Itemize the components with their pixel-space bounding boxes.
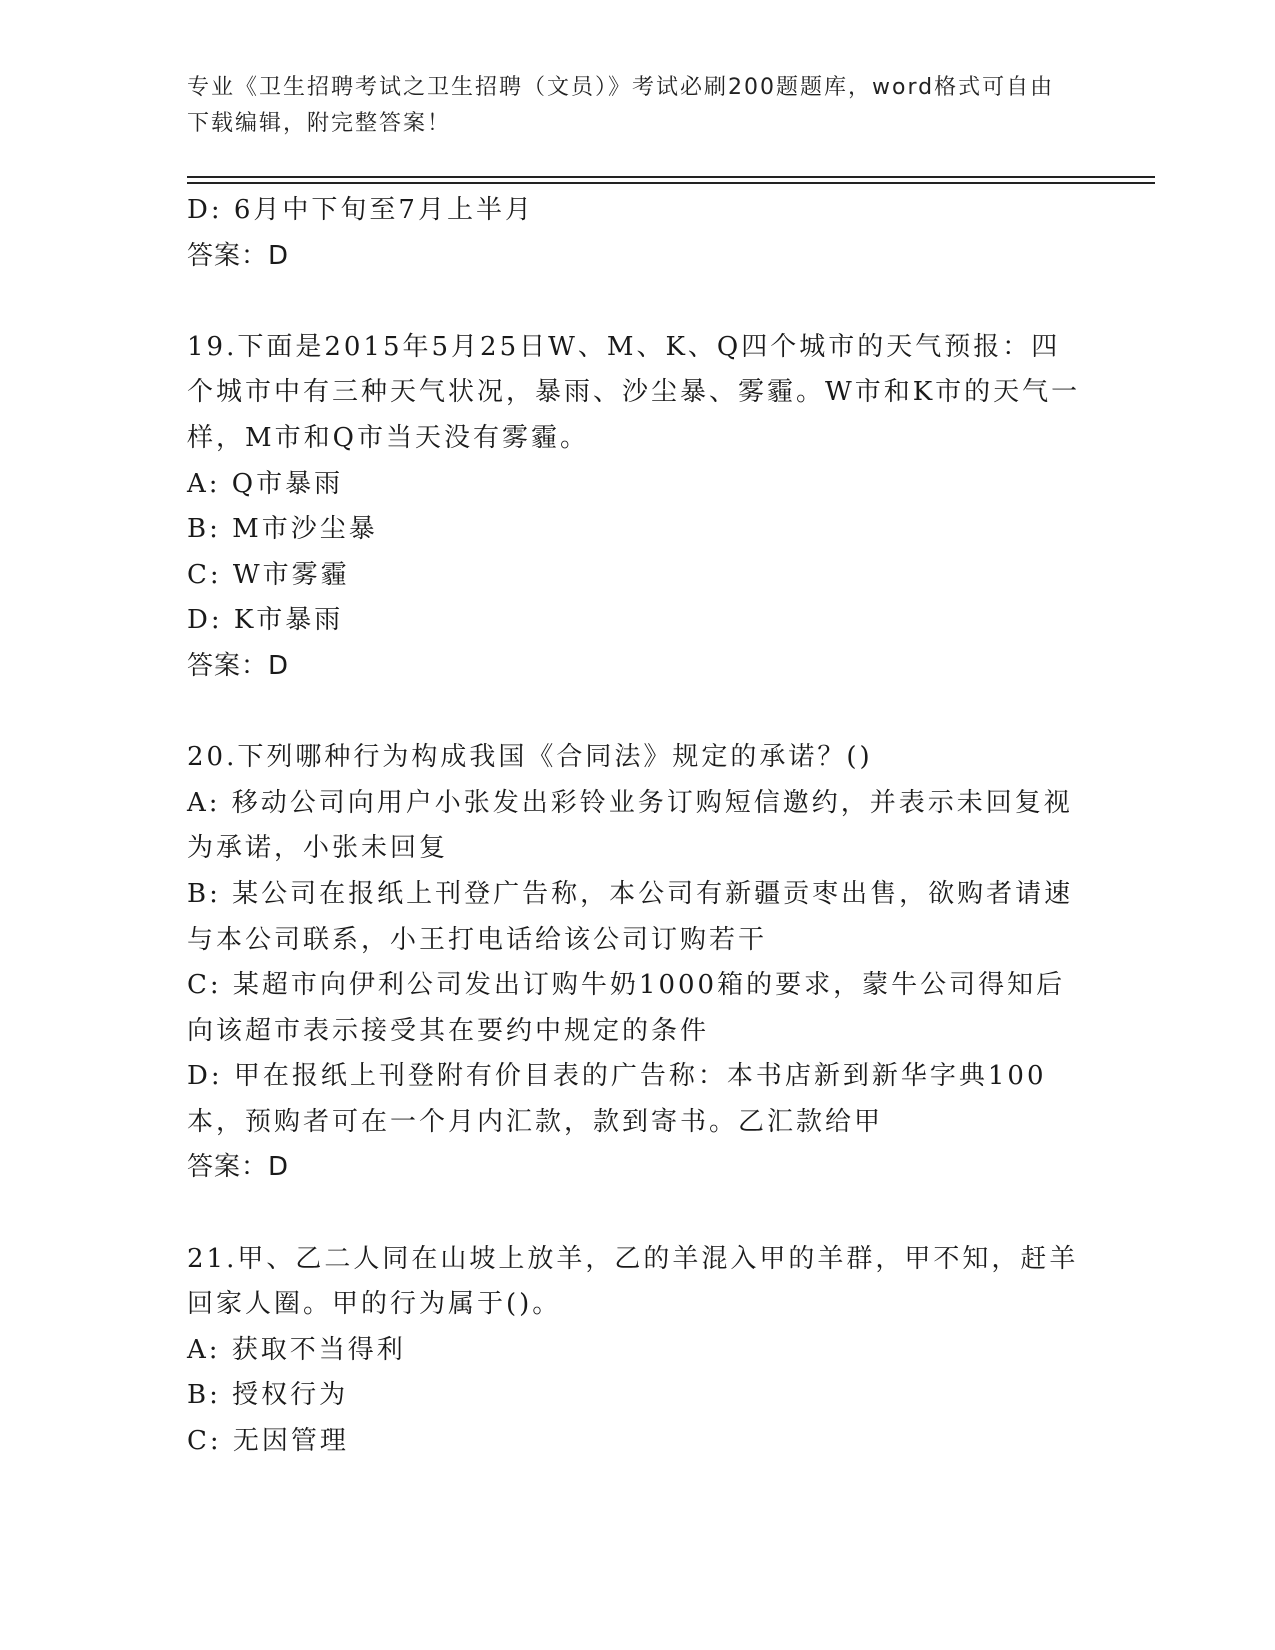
q19-option-b: B: M市沙尘暴 [187, 514, 378, 545]
q19-option-d: D: K市暴雨 [187, 605, 344, 636]
q19-option-a: A: Q市暴雨 [187, 468, 344, 499]
spacer [187, 690, 1087, 736]
q20-answer: 答案：D [187, 1152, 290, 1183]
q21-stem: 21.甲、乙二人同在山坡上放羊，乙的羊混入甲的羊群，甲不知，赶羊回家人圈。甲的行为属于()。 [187, 1243, 1079, 1320]
spacer [187, 279, 1087, 325]
question-content [187, 188, 1087, 1465]
q21-option-b: B: 授权行为 [187, 1380, 349, 1411]
spacer [187, 1191, 1087, 1237]
q18-answer: 答案：D [187, 240, 290, 271]
q19-answer: 答案：D [187, 650, 290, 681]
q20-stem: 20.下列哪种行为构成我国《合同法》规定的承诺？() [187, 742, 873, 773]
q20-option-a: A: 移动公司向用户小张发出彩铃业务订购短信邀约，并表示未回复视为承诺，小张未回复 [187, 787, 1073, 864]
q18-option-d: D: 6月中下旬至7月上半月 [187, 195, 534, 225]
header-divider-top [187, 176, 1155, 178]
q20-option-d: D: 甲在报纸上刊登附有价目表的广告称：本书店新到新华字典100本，预购者可在一个月内汇款，款到寄书。乙汇款给甲 [187, 1061, 1047, 1137]
q21-option-c: C: 无因管理 [187, 1426, 349, 1457]
document-header: 专业《卫生招聘考试之卫生招聘（文员）》考试必刷200题题库，word格式可自由下载编辑，附完整答案！ [187, 75, 1055, 136]
q19-option-c: C: W市雾霾 [187, 559, 350, 590]
q19-stem: 19.下面是2015年5月25日W、M、K、Q四个城市的天气预报：四个城市中有三种天气状况，暴雨、沙尘暴、雾霾。W市和K市的天气一样，M市和Q市当天没有雾霾。 [187, 331, 1081, 453]
q20-option-b: B: 某公司在报纸上刊登广告称，本公司有新疆贡枣出售，欲购者请速与本公司联系，小王打电话给该公司订购若干 [187, 878, 1074, 955]
q21-option-a: A: 获取不当得利 [187, 1334, 406, 1365]
q20-option-c: C: 某超市向伊利公司发出订购牛奶1000箱的要求，蒙牛公司得知后向该超市表示接受其在要约中规定的条件 [187, 970, 1066, 1046]
header-divider-bottom [187, 182, 1155, 184]
